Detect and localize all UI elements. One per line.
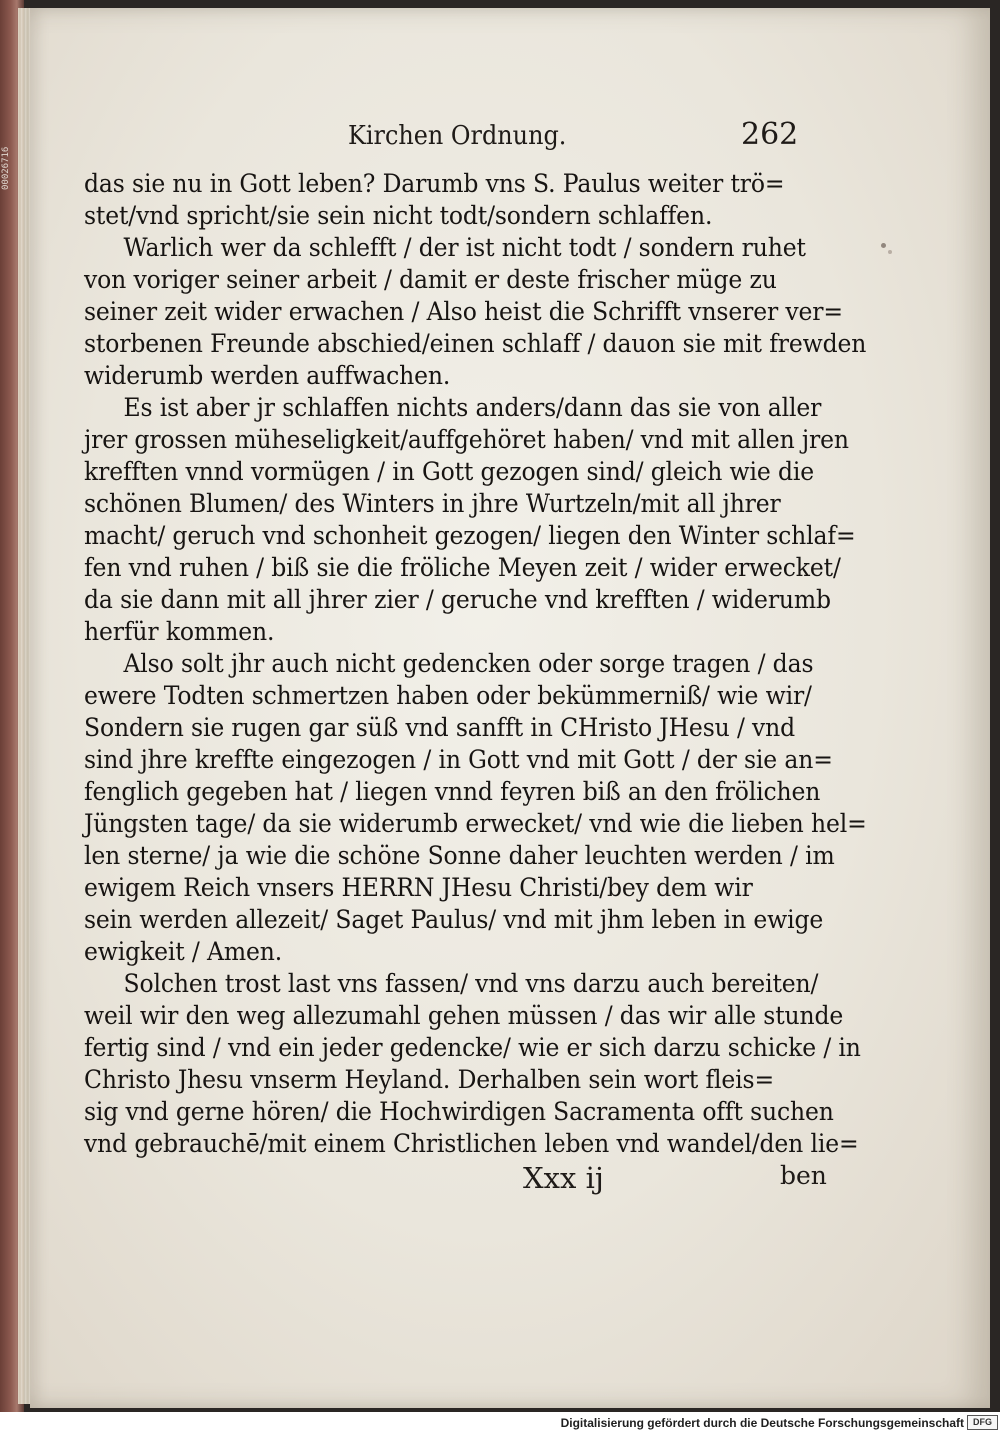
text-line: vnd gebrauchē/mit einem Christlichen leben vnd wandel/den lie= <box>84 1129 859 1158</box>
header-title: Kirchen Ordnung. <box>348 121 567 151</box>
text-line: ewigkeit / Amen. <box>84 937 283 966</box>
scan-identifier: 00026716 <box>1 146 11 190</box>
text-line: ewigem Reich vnsers HERRN JHesu Christi/bey dem wir <box>84 873 753 902</box>
text-line: Warlich wer da schlefft / der ist nicht todt / sondern ruhet <box>123 233 806 262</box>
page-number: 262 <box>741 117 799 152</box>
text-line: Also solt jhr auch nicht gedencken oder sorge tragen / das <box>123 649 814 678</box>
page-body-text <box>84 168 867 1160</box>
text-line: herfür kommen. <box>84 617 275 646</box>
text-line: Christo Jhesu vnserm Heyland. Derhalben sein wort fleis= <box>84 1065 775 1094</box>
text-line: Sondern sie rugen gar süß vnd sanfft in CHristo JHesu / vnd <box>84 713 796 742</box>
text-line: schönen Blumen/ des Winters in jhre Wurtzeln/mit all jhrer <box>84 489 781 518</box>
text-line: da sie dann mit all jhrer zier / geruche vnd krefften / widerumb <box>84 585 831 614</box>
catchword: ben <box>780 1161 827 1190</box>
text-line: widerumb werden auffwachen. <box>84 361 451 390</box>
paper-page <box>30 8 990 1408</box>
text-line: storbenen Freunde abschied/einen schlaff / dauon sie mit frewden <box>84 329 867 358</box>
margin-ink-dot <box>888 250 892 254</box>
text-line: Es ist aber jr schlaffen nichts anders/dann das sie von aller <box>123 393 822 422</box>
text-line: ewere Todten schmertzen haben oder bekümmerniß/ wie wir/ <box>84 681 812 710</box>
text-line: seiner zeit wider erwachen / Also heist die Schrifft vnserer ver= <box>84 297 843 326</box>
printer-signature: Xxx ij <box>523 1161 604 1195</box>
text-line: fen vnd ruhen / biß sie die fröliche Meyen zeit / wider erwecket/ <box>84 553 841 582</box>
text-line: stet/vnd spricht/sie sein nicht todt/sondern schlaffen. <box>84 201 713 230</box>
text-line: von voriger seiner arbeit / damit er deste frischer müge zu <box>84 265 777 294</box>
text-line: sein werden allezeit/ Saget Paulus/ vnd mit jhm leben in ewige <box>84 905 824 934</box>
text-line: das sie nu in Gott leben? Darumb vns S. Paulus weiter trö= <box>84 169 785 198</box>
digitization-credit-bar <box>0 1412 1000 1434</box>
text-line: fertig sind / vnd ein jeder gedencke/ wie er sich darzu schicke / in <box>84 1033 861 1062</box>
text-line: fenglich gegeben hat / liegen vnnd feyren biß an den frölichen <box>84 777 821 806</box>
text-line: krefften vnnd vormügen / in Gott gezogen sind/ gleich wie die <box>84 457 815 486</box>
text-line: sig vnd gerne hören/ die Hochwirdigen Sacramenta offt suchen <box>84 1097 834 1126</box>
digitization-credit-text: Digitalisierung gefördert durch die Deutsche Forschungsgemeinschaft <box>560 1416 964 1430</box>
text-line: len sterne/ ja wie die schöne Sonne daher leuchten werden / im <box>84 841 835 870</box>
text-line: sind jhre kreffte eingezogen / in Gott vnd mit Gott / der sie an= <box>84 745 833 774</box>
text-line: macht/ geruch vnd schonheit gezogen/ liegen den Winter schlaf= <box>84 521 856 550</box>
text-line: Solchen trost last vns fassen/ vnd vns darzu auch bereiten/ <box>123 969 819 998</box>
page-stack-edge <box>18 8 30 1404</box>
text-line: weil wir den weg allezumahl gehen müssen / das wir alle stunde <box>84 1001 844 1030</box>
dfg-logo-icon: DFG <box>967 1415 998 1430</box>
text-line: Jüngsten tage/ da sie widerumb erwecket/ vnd wie die lieben hel= <box>84 809 867 838</box>
margin-ink-mark <box>881 243 886 248</box>
text-line: jrer grossen müheseligkeit/auffgehöret haben/ vnd mit allen jren <box>84 425 849 454</box>
running-header <box>30 8 990 152</box>
